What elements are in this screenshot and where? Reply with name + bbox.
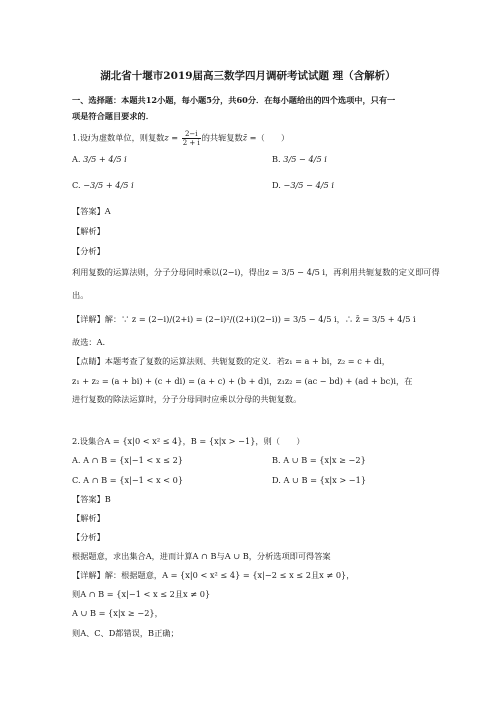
q1-option-b[interactable] bbox=[272, 154, 327, 165]
q2-option-d[interactable]: D. A ∪ B = {x|x > −1} bbox=[272, 475, 367, 485]
q1-stem-i: i bbox=[88, 132, 91, 143]
q1-option-b-text: 3/5 − 4/5 i bbox=[283, 154, 327, 164]
q1-option-c[interactable] bbox=[72, 180, 134, 191]
q2-answer: 【答案】B bbox=[72, 494, 111, 504]
q1-comment-line3: 进行复数的除法运算时，分子分母同时应乘以分母的共轭复数。 bbox=[72, 394, 302, 404]
q1-stem bbox=[72, 130, 289, 147]
section-heading: 一、选择题：本题共12小题，每小题5分，共60分．在每小题给出的四个选项中，只有一 bbox=[72, 95, 396, 105]
q1-paren: （ ） bbox=[256, 132, 290, 143]
q2-stem: 2.设集合A = {x|0 < x² ≤ 4}，B = {x|x > −1}，则（ ） bbox=[72, 436, 305, 446]
q1-stem-z: z = bbox=[164, 132, 179, 143]
q1-frac-num: 2−i bbox=[182, 130, 201, 139]
q1-option-d-text: −3/5 − 4/5 i bbox=[283, 180, 334, 190]
q2-fenxi: 【分析】 bbox=[72, 532, 105, 542]
q2-line-conclusion: 则A、C、D都错误，B正确； bbox=[72, 628, 179, 638]
q2-option-c[interactable]: C. A ∩ B = {x|−1 < x < 0} bbox=[72, 475, 184, 485]
q1-jiexi: 【解析】 bbox=[72, 226, 105, 236]
q1-option-d[interactable] bbox=[272, 180, 334, 191]
q1-comment-line2: z₁ + z₂ = (a + bi) + (c + di) = (a + c) + (b + d)i，z₁z₂ = (ac − bd) + (ad + bc)i，在 bbox=[72, 376, 413, 386]
q2-line-union: A ∪ B = {x|x ≥ −2}， bbox=[72, 608, 163, 618]
q1-analysis-cont: 出。 bbox=[72, 290, 89, 300]
q1-detail: 【详解】解：∵ z = (2−i)/(2+i) = (2−i)²/((2+i)(2−i)) = 3/5 − 4/5 i，∴ z̄ = 3/5 + 4/5 i bbox=[72, 314, 416, 324]
q1-option-b-label: B. bbox=[272, 154, 281, 164]
q1-analysis: 利用复数的运算法则，分子分母同时乘以(2−i)，得出z = 3/5 − 4/5 i，再利用共轭复数的定义即可得 bbox=[72, 267, 440, 277]
q1-frac-den: 2 + i bbox=[182, 139, 200, 147]
q2-analysis: 根据题意，求出集合A，进而计算A ∩ B与A ∪ B，分析选项即可得答案 bbox=[72, 551, 331, 561]
page-title: 湖北省十堰市2019届高三数学四月调研考试试题 理（含解析） bbox=[100, 70, 396, 82]
q1-option-a[interactable] bbox=[72, 154, 127, 165]
q1-option-c-text: −3/5 + 4/5 i bbox=[83, 180, 134, 190]
q1-fenxi: 【分析】 bbox=[72, 246, 105, 256]
q1-option-a-label: A. bbox=[72, 154, 81, 164]
q1-conj: z̄ = bbox=[242, 132, 257, 143]
q1-option-d-label: D. bbox=[272, 180, 281, 190]
q1-option-c-label: C. bbox=[72, 180, 81, 190]
q1-stem-pre: 1.设 bbox=[72, 132, 88, 143]
q1-stem-mid: 为虚数单位，则复数 bbox=[90, 132, 165, 143]
section-heading-cont: 项是符合题目要求的． bbox=[72, 111, 154, 121]
q2-option-a[interactable]: A. A ∩ B = {x|−1 < x ≤ 2} bbox=[72, 455, 183, 465]
q1-comment: 【点睛】本题考查了复数的运算法则、共轭复数的定义．若z₁ = a + bi，z₂ = c + di， bbox=[72, 356, 390, 366]
q1-answer: 【答案】A bbox=[72, 206, 111, 216]
q2-option-b[interactable]: B. A ∪ B = {x|x ≥ −2} bbox=[272, 455, 366, 465]
q2-line-intersection: 则A ∩ B = {x|−1 < x ≤ 2且x ≠ 0} bbox=[72, 589, 211, 599]
q1-fraction bbox=[182, 130, 201, 147]
q1-stem-post: 的共轭复数 bbox=[201, 132, 243, 143]
q2-detail: 【详解】解：根据题意，A = {x|0 < x² ≤ 4} = {x|−2 ≤ x ≤ 2且x ≠ 0}， bbox=[72, 570, 355, 580]
q1-option-a-text: 3/5 + 4/5 i bbox=[83, 154, 127, 164]
q2-jiexi: 【解析】 bbox=[72, 513, 105, 523]
q1-choice: 故选：A. bbox=[72, 337, 106, 347]
